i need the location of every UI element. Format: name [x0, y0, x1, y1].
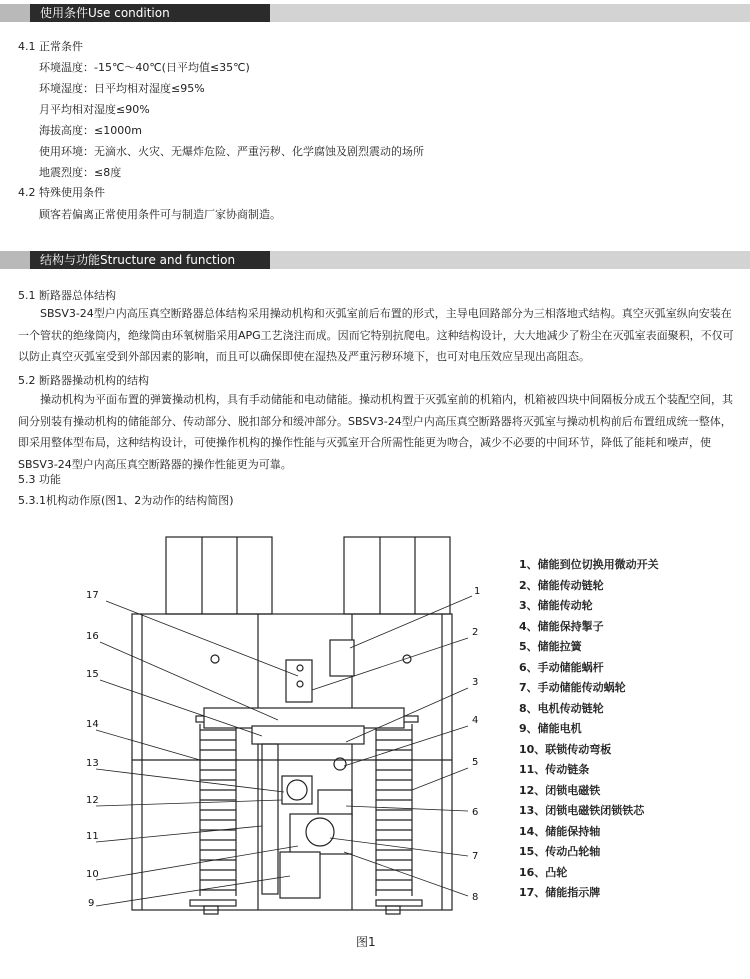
subsection-heading-5-3: 5.3 功能 — [18, 473, 61, 486]
special-conditions-heading: 4.2 特殊使用条件 — [18, 186, 105, 199]
legend-item: 5、储能拉簧 — [519, 640, 582, 653]
figure-caption: 图1 — [356, 935, 376, 949]
subsection-heading-5-2: 5.2 断路器操动机构的结构 — [18, 374, 149, 387]
callout-number: 5 — [472, 757, 479, 768]
legend-item: 13、闭锁电磁铁闭锁铁芯 — [519, 804, 645, 817]
legend-item: 14、储能保持轴 — [519, 824, 601, 838]
callout-number: 14 — [86, 719, 99, 730]
legend-item: 8、电机传动链轮 — [519, 701, 604, 715]
condition-item: 月平均相对湿度≤90% — [39, 103, 150, 116]
legend-item: 12、闭锁电磁铁 — [519, 783, 601, 797]
legend-item: 2、储能传动链轮 — [519, 578, 604, 592]
subsection-heading-5-3-1: 5.3.1机构动作原(图1、2为动作的结构简图) — [18, 494, 234, 507]
callout-number: 9 — [88, 898, 95, 909]
callout-number: 8 — [472, 892, 479, 903]
paragraph-5-2: 操动机构为平面布置的弹簧操动机构，具有手动储能和电动储能。操动机构置于灭弧室前的机箱内，机箱被四块中间隔板分成五个装配空间，其间分别装有操动机构的储能部分、传动部分、脱扣部分和缓冲部分。SBSV3-24型户内高压真空断路器将灭弧室与操动机构前后布置纽成统一整体，即采用整体型布局，这种结构设计，可使操作机构的操作性能与灭弧室开合所需性能更为吻合，减少不必要的中间环节，降低了能耗和噪声，使SBSV3-24型户内高压真空断路器的操作性能更为可靠。 — [18, 393, 733, 471]
subsection-heading-5-1: 5.1 断路器总体结构 — [18, 289, 116, 302]
callout-number: 1 — [474, 586, 481, 597]
callout-number: 15 — [86, 669, 99, 680]
callout-number: 11 — [86, 831, 99, 842]
component-legend — [519, 555, 659, 904]
condition-item: 地震烈度：≤8度 — [39, 166, 122, 179]
callout-number: 10 — [86, 869, 99, 880]
paragraph-5-1: SBSV3-24型户内高压真空断路器总体结构采用操动机构和灭弧室前后布置的形式，主导电回路部分为三相落地式结构。真空灭弧室纵向安装在一个管状的绝缘筒内，绝缘筒由环氧树脂采用APG工艺浇注而成。因而它特别抗爬电。这种结构设计，大大地减少了粉尘在灭弧室表面聚积，不仅可以防止真空灭弧室受到外部因素的影响，而且可以确保即使在湿热及严重污秽环境下，也可对电压效应呈现出高阻态。 — [18, 307, 734, 363]
callout-number: 2 — [472, 627, 479, 638]
legend-item: 1、储能到位切换用微动开关 — [519, 558, 659, 571]
condition-item: 海拔高度：≤1000m — [39, 124, 142, 137]
callout-number: 3 — [472, 677, 479, 688]
special-conditions-text: 顾客若偏离正常使用条件可与制造厂家协商制造。 — [39, 208, 281, 221]
legend-item: 3、储能传动轮 — [519, 599, 593, 612]
legend-item: 4、储能保持掣子 — [519, 619, 604, 633]
legend-item: 15、传动凸轮轴 — [519, 845, 601, 858]
callout-number: 12 — [86, 795, 99, 806]
callout-number: 13 — [86, 758, 99, 769]
callout-number: 17 — [86, 590, 99, 601]
callout-number: 16 — [86, 631, 99, 642]
legend-item: 17、储能指示牌 — [519, 886, 601, 899]
callout-number: 4 — [472, 715, 479, 726]
section-title: 结构与功能Structure and function — [30, 251, 270, 269]
normal-conditions-heading: 4.1 正常条件 — [18, 40, 83, 53]
legend-item: 7、手动储能传动蜗轮 — [519, 681, 626, 694]
legend-item: 10、联锁传动弯板 — [519, 742, 612, 756]
condition-item: 环境温度：-15℃～40℃(日平均值≤35℃) — [39, 61, 250, 74]
legend-item: 16、凸轮 — [519, 865, 568, 879]
callout-number: 7 — [472, 851, 479, 862]
callout-number: 6 — [472, 807, 479, 818]
legend-item: 6、手动储能蜗杆 — [519, 660, 604, 674]
condition-item: 环境湿度：日平均相对湿度≤95% — [39, 82, 205, 95]
condition-item: 使用环境：无滴水、火灾、无爆炸危险、严重污秽、化学腐蚀及剧烈震动的场所 — [39, 145, 424, 158]
legend-item: 11、传动链条 — [519, 763, 590, 776]
section-title: 使用条件Use condition — [30, 4, 270, 22]
legend-item: 9、储能电机 — [519, 722, 582, 735]
